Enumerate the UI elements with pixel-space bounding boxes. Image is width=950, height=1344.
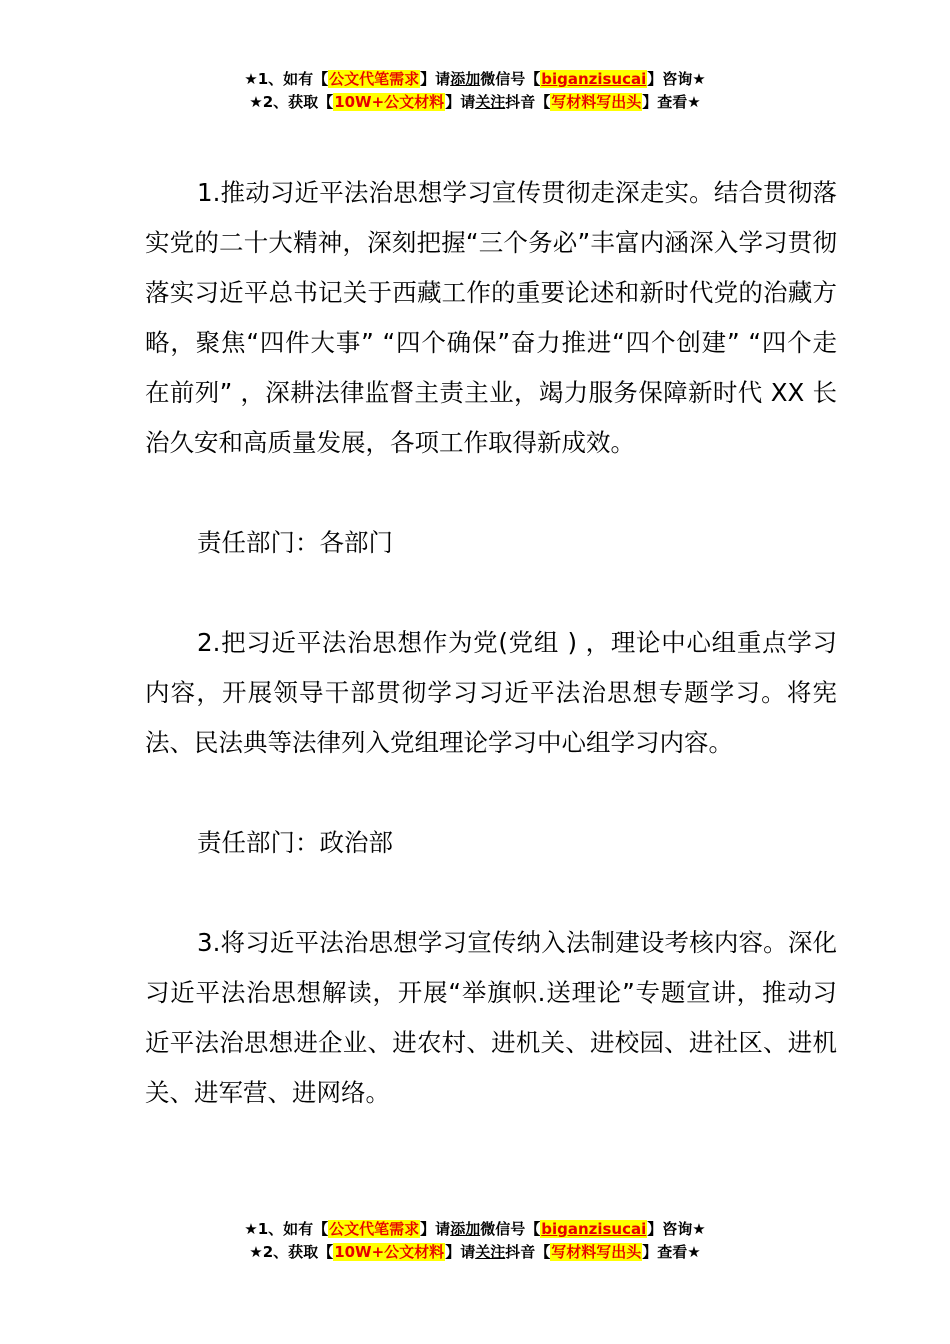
paragraph-spacer <box>145 468 837 518</box>
douyin-account-highlight: 写材料写出头 <box>551 1243 642 1261</box>
footer-line-2-mid2: 抖音【 <box>505 1243 551 1261</box>
paragraph-2: 2.把习近平法治思想作为党(党组 ) ，理论中心组重点学习内容，开展领导干部贯彻学习习近平法治思想专题学习。将宪法、民法典等法律列入党组理论学习中心组学习内容。 <box>145 628 837 757</box>
wechat-id-link[interactable]: biganzisucai <box>541 1220 647 1238</box>
follow-emphasis: 关注 <box>475 1243 506 1261</box>
header-line-2-prefix: ★2、获取【 <box>249 93 334 111</box>
footer-banner <box>0 1218 950 1264</box>
header-line-2-mid2: 抖音【 <box>505 93 551 111</box>
wechat-id-link[interactable]: biganzisucai <box>541 70 647 88</box>
paragraph-3: 3.将习近平法治思想学习宣传纳入法制建设考核内容。深化习近平法治思想解读，开展“举旗帜.送理论”专题宣讲，推动习近平法治思想进企业、进农村、进机关、进校园、进社区、进机关、进军营、进网络。 <box>145 928 837 1107</box>
footer-line-1-mid2: 微信号【 <box>480 1220 541 1238</box>
header-line-2-mid: 】请 <box>445 93 476 111</box>
paragraph-spacer <box>145 868 837 918</box>
footer-line-1 <box>0 1218 950 1241</box>
header-line-2 <box>0 91 950 114</box>
header-line-1-prefix: ★1、如有【 <box>244 70 329 88</box>
follow-emphasis: 关注 <box>475 93 506 111</box>
header-line-1 <box>0 68 950 91</box>
document-body <box>145 168 837 1118</box>
paragraph-spacer <box>145 768 837 818</box>
materials-highlight: 10W+公文材料 <box>334 93 445 111</box>
service-highlight: 公文代笔需求 <box>329 1220 420 1238</box>
paragraph-1: 1.推动习近平法治思想学习宣传贯彻走深走实。结合贯彻落实党的二十大精神，深刻把握“三个务必”丰富内涵深入学习贯彻落实习近平总书记关于西藏工作的重要论述和新时代党的治藏方略，聚焦“四件大事” “四个确保”奋力推进“四个创建” “四个走在前列” ，深耕法律监督主责主业，竭力服务保障新时代 XX 长治久安和高质量发展，各项工作取得新成效。 <box>145 178 837 457</box>
header-line-1-suffix: 】咨询★ <box>647 70 706 88</box>
paragraph-spacer <box>145 568 837 618</box>
materials-highlight: 10W+公文材料 <box>334 1243 445 1261</box>
footer-line-1-mid: 】请 <box>420 1220 451 1238</box>
responsible-dept-1: 责任部门：各部门 <box>197 528 393 557</box>
douyin-account-highlight: 写材料写出头 <box>551 93 642 111</box>
add-emphasis: 添加 <box>450 1220 481 1238</box>
service-highlight: 公文代笔需求 <box>329 70 420 88</box>
footer-line-1-prefix: ★1、如有【 <box>244 1220 329 1238</box>
footer-line-2-mid: 】请 <box>445 1243 476 1261</box>
header-line-2-suffix: 】查看★ <box>642 93 701 111</box>
responsible-dept-2: 责任部门：政治部 <box>197 828 393 857</box>
add-emphasis: 添加 <box>450 70 481 88</box>
footer-line-2 <box>0 1241 950 1264</box>
header-line-1-mid: 】请 <box>420 70 451 88</box>
footer-line-2-suffix: 】查看★ <box>642 1243 701 1261</box>
header-line-1-mid2: 微信号【 <box>480 70 541 88</box>
footer-line-1-suffix: 】咨询★ <box>647 1220 706 1238</box>
header-banner <box>0 68 950 114</box>
footer-line-2-prefix: ★2、获取【 <box>249 1243 334 1261</box>
